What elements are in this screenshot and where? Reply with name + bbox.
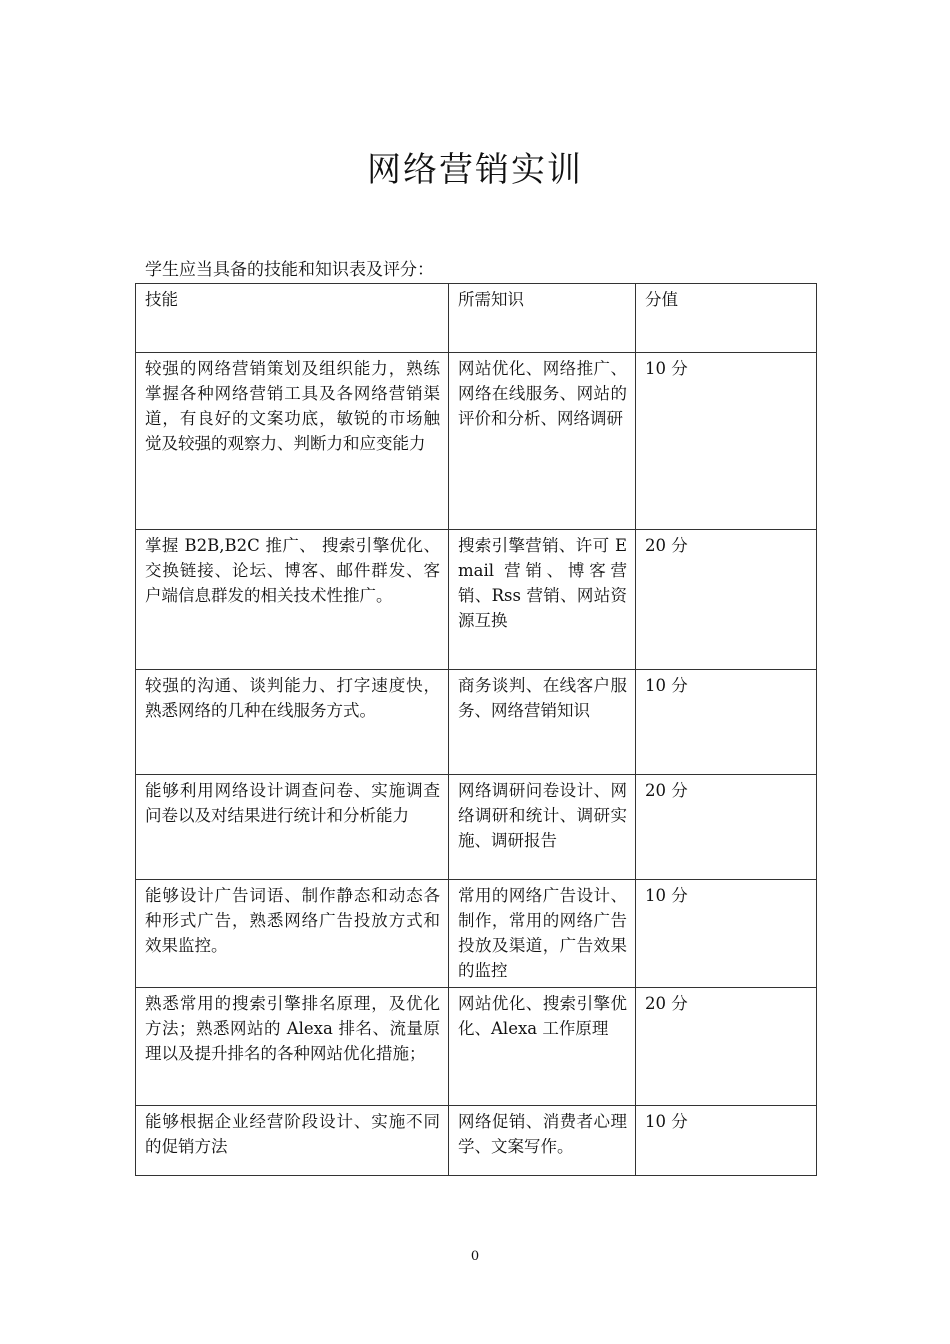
knowledge-cell: 网络促销、消费者心理学、文案写作。 (449, 1106, 636, 1176)
table-row (136, 530, 817, 670)
skills-knowledge-table (135, 283, 817, 1176)
page-number: 0 (470, 1249, 480, 1264)
knowledge-cell: 商务谈判、在线客户服务、网络营销知识 (449, 670, 636, 775)
table-header-row (136, 284, 817, 353)
skill-cell: 熟悉常用的搜索引擎排名原理，及优化方法；熟悉网站的 Alexa 排名、流量原理以及提升排名的各种网站优化措施； (136, 988, 449, 1106)
knowledge-cell: 常用的网络广告设计、制作，常用的网络广告投放及渠道，广告效果的监控 (449, 880, 636, 988)
header-score: 分值 (636, 284, 817, 353)
score-cell: 20 分 (636, 775, 817, 880)
score-cell: 20 分 (636, 530, 817, 670)
skill-cell: 能够设计广告词语、制作静态和动态各种形式广告，熟悉网络广告投放方式和效果监控。 (136, 880, 449, 988)
table-row (136, 775, 817, 880)
table-row (136, 1106, 817, 1176)
table-intro-text: 学生应当具备的技能和知识表及评分： (145, 260, 434, 280)
header-skill: 技能 (136, 284, 449, 353)
table-row (136, 353, 817, 530)
skill-cell: 掌握 B2B,B2C 推广、 搜索引擎优化、交换链接、论坛、博客、邮件群发、客户端信息群发的相关技术性推广。 (136, 530, 449, 670)
knowledge-cell: 网络调研问卷设计、网络调研和统计、调研实施、调研报告 (449, 775, 636, 880)
knowledge-cell: 网站优化、网络推广、网络在线服务、网站的评价和分析、网络调研 (449, 353, 636, 530)
knowledge-cell: 搜索引擎营销、许可 Email 营销、博客营销、Rss 营销、网站资源互换 (449, 530, 636, 670)
score-cell: 10 分 (636, 880, 817, 988)
knowledge-cell: 网站优化、搜索引擎优化、Alexa 工作原理 (449, 988, 636, 1106)
header-knowledge: 所需知识 (449, 284, 636, 353)
score-cell: 10 分 (636, 1106, 817, 1176)
skill-cell: 能够根据企业经营阶段设计、实施不同的促销方法 (136, 1106, 449, 1176)
table-row (136, 988, 817, 1106)
table-row (136, 880, 817, 988)
skill-cell: 较强的网络营销策划及组织能力，熟练掌握各种网络营销工具及各网络营销渠道，有良好的文案功底，敏锐的市场触觉及较强的观察力、判断力和应变能力 (136, 353, 449, 530)
table-row (136, 670, 817, 775)
skill-cell: 较强的沟通、谈判能力、打字速度快，熟悉网络的几种在线服务方式。 (136, 670, 449, 775)
score-cell: 20 分 (636, 988, 817, 1106)
page-title: 网络营销实训 (367, 150, 583, 190)
score-cell: 10 分 (636, 670, 817, 775)
score-cell: 10 分 (636, 353, 817, 530)
skill-cell: 能够利用网络设计调查问卷、实施调查问卷以及对结果进行统计和分析能力 (136, 775, 449, 880)
